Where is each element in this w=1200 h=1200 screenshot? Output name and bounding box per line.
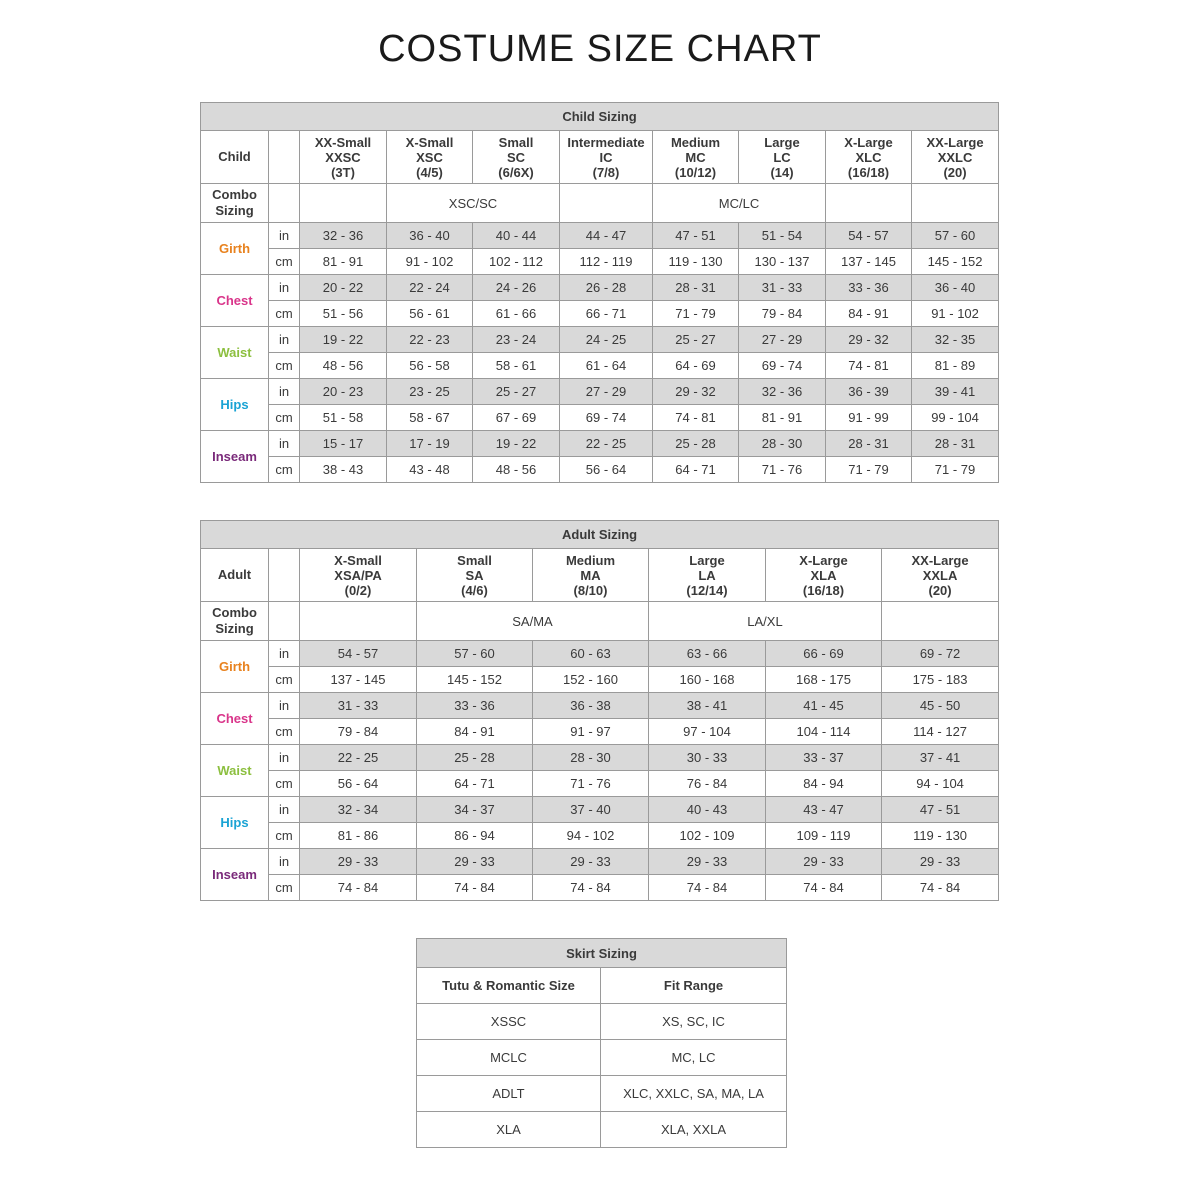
measurement-value: 99 - 104: [912, 405, 999, 431]
measurement-value: 19 - 22: [473, 431, 560, 457]
measurement-value: 86 - 94: [417, 823, 533, 849]
skirt-column-header: Tutu & Romantic Size: [417, 968, 601, 1004]
size-code: XXLC: [937, 149, 973, 165]
measurement-value: 145 - 152: [912, 249, 999, 275]
skirt-size-cell: ADLT: [417, 1076, 601, 1112]
fit-range-cell: XLC, XXLC, SA, MA, LA: [601, 1076, 787, 1112]
size-code: XSC: [416, 149, 443, 165]
measurement-value: 76 - 84: [649, 771, 766, 797]
measurement-value: 119 - 130: [882, 823, 999, 849]
size-alt: (6/6X): [498, 164, 534, 180]
measurement-value: 91 - 102: [912, 301, 999, 327]
measurement-value: 58 - 67: [387, 405, 473, 431]
measurement-value: 94 - 102: [533, 823, 649, 849]
size-name: XX-Large: [911, 552, 969, 568]
measurement-value: 29 - 33: [882, 849, 999, 875]
measurement-value: 97 - 104: [649, 719, 766, 745]
size-header-lc: [739, 131, 826, 184]
size-alt: (10/12): [674, 164, 717, 180]
measurement-value: 74 - 84: [649, 875, 766, 901]
measurement-value: 152 - 160: [533, 667, 649, 693]
measurement-value: 56 - 58: [387, 353, 473, 379]
measurement-label-waist: Waist: [201, 327, 269, 379]
size-code: SC: [506, 149, 526, 165]
measurement-value: 28 - 31: [653, 275, 739, 301]
combo-sizing-label: Combo Sizing: [201, 184, 269, 223]
size-header-mc: [653, 131, 739, 184]
measurement-value: 24 - 25: [560, 327, 653, 353]
measurement-value: 63 - 66: [649, 641, 766, 667]
unit-label-cm: cm: [269, 301, 300, 327]
measurement-value: 57 - 60: [417, 641, 533, 667]
measurement-value: 37 - 40: [533, 797, 649, 823]
measurement-value: 22 - 25: [300, 745, 417, 771]
measurement-value: 168 - 175: [766, 667, 882, 693]
measurement-value: 137 - 145: [300, 667, 417, 693]
measurement-value: 29 - 33: [417, 849, 533, 875]
measurement-value: 17 - 19: [387, 431, 473, 457]
unit-label-cm: cm: [269, 823, 300, 849]
measurement-value: 137 - 145: [826, 249, 912, 275]
unit-label-cm: cm: [269, 405, 300, 431]
measurement-label-hips: Hips: [201, 379, 269, 431]
size-code: XXLA: [922, 567, 958, 583]
size-alt: (20): [943, 164, 967, 180]
measurement-value: 51 - 58: [300, 405, 387, 431]
measurement-value: 25 - 28: [417, 745, 533, 771]
measurement-value: 22 - 24: [387, 275, 473, 301]
measurement-value: 37 - 41: [882, 745, 999, 771]
size-header-sc: [473, 131, 560, 184]
measurement-value: 61 - 64: [560, 353, 653, 379]
size-header-xxlc: [912, 131, 999, 184]
measurement-value: 19 - 22: [300, 327, 387, 353]
measurement-value: 130 - 137: [739, 249, 826, 275]
size-alt: (8/10): [573, 582, 608, 598]
size-code: XXSC: [325, 149, 361, 165]
unit-label-cm: cm: [269, 353, 300, 379]
size-alt: (20): [928, 582, 952, 598]
measurement-value: 36 - 40: [387, 223, 473, 249]
size-code: MC: [685, 149, 706, 165]
measurement-value: 43 - 47: [766, 797, 882, 823]
measurement-value: 28 - 31: [826, 431, 912, 457]
measurement-value: 74 - 84: [533, 875, 649, 901]
measurement-value: 20 - 22: [300, 275, 387, 301]
measurement-value: 114 - 127: [882, 719, 999, 745]
size-name: Small: [498, 134, 534, 150]
measurement-value: 64 - 71: [653, 457, 739, 483]
measurement-value: 74 - 84: [882, 875, 999, 901]
measurement-value: 29 - 33: [649, 849, 766, 875]
size-code: MA: [580, 567, 601, 583]
measurement-value: 48 - 56: [473, 457, 560, 483]
size-alt: (7/8): [592, 164, 620, 180]
combo-size-cell: [882, 602, 999, 641]
size-code: XSA/PA: [334, 567, 382, 583]
measurement-value: 69 - 74: [560, 405, 653, 431]
measurement-value: 23 - 25: [387, 379, 473, 405]
measurement-value: 23 - 24: [473, 327, 560, 353]
measurement-value: 32 - 36: [739, 379, 826, 405]
size-code: XLA: [810, 567, 837, 583]
measurement-value: 32 - 36: [300, 223, 387, 249]
measurement-value: 61 - 66: [473, 301, 560, 327]
measurement-value: 29 - 33: [766, 849, 882, 875]
adult-caption: Adult Sizing: [201, 521, 999, 549]
size-code: SA: [465, 567, 484, 583]
unit-label-cm: cm: [269, 771, 300, 797]
child-corner-label: Child: [201, 131, 269, 184]
measurement-value: 48 - 56: [300, 353, 387, 379]
unit-label-cm: cm: [269, 875, 300, 901]
size-alt: (4/5): [416, 164, 443, 180]
child-caption: Child Sizing: [201, 103, 999, 131]
measurement-value: 45 - 50: [882, 693, 999, 719]
measurement-value: 74 - 81: [826, 353, 912, 379]
adult-corner-label: Adult: [201, 549, 269, 602]
combo-size-cell: [300, 184, 387, 223]
measurement-value: 28 - 30: [533, 745, 649, 771]
size-name: Large: [689, 552, 725, 568]
measurement-value: 64 - 69: [653, 353, 739, 379]
measurement-value: 71 - 76: [739, 457, 826, 483]
measurement-value: 102 - 112: [473, 249, 560, 275]
measurement-value: 25 - 28: [653, 431, 739, 457]
measurement-value: 32 - 35: [912, 327, 999, 353]
measurement-value: 28 - 31: [912, 431, 999, 457]
measurement-value: 67 - 69: [473, 405, 560, 431]
size-name: Small: [457, 552, 492, 568]
fit-range-cell: XLA, XXLA: [601, 1112, 787, 1148]
combo-size-cell: [912, 184, 999, 223]
size-header-la: [649, 549, 766, 602]
size-alt: (4/6): [461, 582, 488, 598]
measurement-value: 40 - 43: [649, 797, 766, 823]
unit-label-in: in: [269, 693, 300, 719]
measurement-label-girth: Girth: [201, 641, 269, 693]
size-name: Intermediate: [567, 134, 645, 150]
size-name: X-Large: [844, 134, 893, 150]
empty-cell: [269, 549, 300, 602]
unit-label-in: in: [269, 641, 300, 667]
size-alt: (0/2): [344, 582, 372, 598]
combo-sizing-label: Combo Sizing: [201, 602, 269, 641]
measurement-value: 36 - 38: [533, 693, 649, 719]
size-name: X-Small: [405, 134, 454, 150]
measurement-value: 79 - 84: [739, 301, 826, 327]
measurement-value: 81 - 91: [300, 249, 387, 275]
measurement-value: 27 - 29: [739, 327, 826, 353]
measurement-value: 47 - 51: [882, 797, 999, 823]
measurement-value: 81 - 86: [300, 823, 417, 849]
measurement-value: 40 - 44: [473, 223, 560, 249]
combo-size-cell: SA/MA: [417, 602, 649, 641]
size-name: XX-Large: [926, 134, 984, 150]
measurement-value: 29 - 32: [826, 327, 912, 353]
measurement-value: 91 - 99: [826, 405, 912, 431]
fit-range-cell: MC, LC: [601, 1040, 787, 1076]
unit-label-cm: cm: [269, 719, 300, 745]
measurement-value: 71 - 79: [653, 301, 739, 327]
measurement-value: 22 - 25: [560, 431, 653, 457]
measurement-value: 64 - 71: [417, 771, 533, 797]
skirt-column-header: Fit Range: [601, 968, 787, 1004]
measurement-value: 33 - 36: [417, 693, 533, 719]
size-name: Medium: [565, 552, 616, 568]
adult-sizing-table: [200, 520, 999, 901]
unit-label-cm: cm: [269, 457, 300, 483]
skirt-caption: Skirt Sizing: [417, 939, 787, 968]
empty-cell: [269, 184, 300, 223]
child-sizing-table: [200, 102, 999, 483]
fit-range-cell: XS, SC, IC: [601, 1004, 787, 1040]
unit-label-in: in: [269, 379, 300, 405]
size-header-xsc: [387, 131, 473, 184]
measurement-value: 38 - 41: [649, 693, 766, 719]
measurement-value: 22 - 23: [387, 327, 473, 353]
size-code: IC: [599, 149, 613, 165]
measurement-value: 38 - 43: [300, 457, 387, 483]
skirt-size-cell: MCLC: [417, 1040, 601, 1076]
unit-label-in: in: [269, 275, 300, 301]
unit-label-cm: cm: [269, 667, 300, 693]
measurement-value: 91 - 102: [387, 249, 473, 275]
measurement-value: 69 - 74: [739, 353, 826, 379]
measurement-value: 30 - 33: [649, 745, 766, 771]
size-header-xla: [766, 549, 882, 602]
measurement-label-chest: Chest: [201, 275, 269, 327]
combo-size-cell: [560, 184, 653, 223]
measurement-value: 33 - 37: [766, 745, 882, 771]
size-name: X-Small: [334, 552, 382, 568]
size-header-ic: [560, 131, 653, 184]
measurement-value: 160 - 168: [649, 667, 766, 693]
measurement-label-hips: Hips: [201, 797, 269, 849]
empty-cell: [269, 131, 300, 184]
measurement-value: 84 - 91: [826, 301, 912, 327]
size-alt: (14): [770, 164, 794, 180]
measurement-value: 58 - 61: [473, 353, 560, 379]
measurement-value: 29 - 33: [300, 849, 417, 875]
size-alt: (3T): [331, 164, 355, 180]
combo-size-cell: [826, 184, 912, 223]
size-name: Medium: [670, 134, 721, 150]
unit-label-in: in: [269, 745, 300, 771]
size-header-ma: [533, 549, 649, 602]
measurement-value: 56 - 64: [560, 457, 653, 483]
skirt-size-cell: XLA: [417, 1112, 601, 1148]
measurement-value: 145 - 152: [417, 667, 533, 693]
measurement-label-girth: Girth: [201, 223, 269, 275]
size-header-xsa-pa: [300, 549, 417, 602]
measurement-value: 44 - 47: [560, 223, 653, 249]
measurement-value: 34 - 37: [417, 797, 533, 823]
measurement-value: 56 - 61: [387, 301, 473, 327]
unit-label-in: in: [269, 223, 300, 249]
measurement-value: 69 - 72: [882, 641, 999, 667]
measurement-value: 66 - 71: [560, 301, 653, 327]
unit-label-in: in: [269, 431, 300, 457]
measurement-value: 74 - 81: [653, 405, 739, 431]
measurement-value: 36 - 40: [912, 275, 999, 301]
size-header-xxla: [882, 549, 999, 602]
size-name: X-Large: [799, 552, 848, 568]
measurement-value: 175 - 183: [882, 667, 999, 693]
skirt-sizing-table: [416, 938, 787, 1148]
unit-label-cm: cm: [269, 249, 300, 275]
measurement-value: 51 - 56: [300, 301, 387, 327]
measurement-value: 31 - 33: [300, 693, 417, 719]
measurement-value: 74 - 84: [766, 875, 882, 901]
measurement-value: 81 - 91: [739, 405, 826, 431]
measurement-value: 94 - 104: [882, 771, 999, 797]
combo-size-cell: LA/XL: [649, 602, 882, 641]
measurement-value: 91 - 97: [533, 719, 649, 745]
measurement-value: 51 - 54: [739, 223, 826, 249]
size-name: XX-Small: [314, 134, 372, 150]
measurement-value: 36 - 39: [826, 379, 912, 405]
size-header-xlc: [826, 131, 912, 184]
measurement-label-inseam: Inseam: [201, 849, 269, 901]
size-header-xxsc: [300, 131, 387, 184]
measurement-value: 28 - 30: [739, 431, 826, 457]
measurement-value: 71 - 79: [826, 457, 912, 483]
combo-size-cell: XSC/SC: [387, 184, 560, 223]
measurement-value: 47 - 51: [653, 223, 739, 249]
measurement-value: 71 - 79: [912, 457, 999, 483]
measurement-value: 60 - 63: [533, 641, 649, 667]
measurement-value: 33 - 36: [826, 275, 912, 301]
measurement-value: 54 - 57: [300, 641, 417, 667]
measurement-value: 43 - 48: [387, 457, 473, 483]
measurement-label-chest: Chest: [201, 693, 269, 745]
measurement-value: 31 - 33: [739, 275, 826, 301]
page-title: COSTUME SIZE CHART: [378, 28, 822, 70]
measurement-value: 74 - 84: [300, 875, 417, 901]
measurement-value: 41 - 45: [766, 693, 882, 719]
measurement-value: 71 - 76: [533, 771, 649, 797]
size-name: Large: [764, 134, 800, 150]
empty-cell: [269, 602, 300, 641]
measurement-value: 29 - 33: [533, 849, 649, 875]
size-code: LC: [773, 149, 791, 165]
measurement-value: 81 - 89: [912, 353, 999, 379]
measurement-value: 24 - 26: [473, 275, 560, 301]
measurement-value: 54 - 57: [826, 223, 912, 249]
size-code: LA: [698, 567, 716, 583]
measurement-value: 119 - 130: [653, 249, 739, 275]
measurement-label-waist: Waist: [201, 745, 269, 797]
combo-size-cell: [300, 602, 417, 641]
size-alt: (12/14): [686, 582, 728, 598]
measurement-value: 84 - 94: [766, 771, 882, 797]
measurement-value: 84 - 91: [417, 719, 533, 745]
measurement-value: 79 - 84: [300, 719, 417, 745]
measurement-value: 25 - 27: [653, 327, 739, 353]
combo-size-cell: MC/LC: [653, 184, 826, 223]
measurement-value: 112 - 119: [560, 249, 653, 275]
skirt-size-cell: XSSC: [417, 1004, 601, 1040]
measurement-value: 25 - 27: [473, 379, 560, 405]
measurement-value: 102 - 109: [649, 823, 766, 849]
size-code: XLC: [855, 149, 882, 165]
measurement-value: 32 - 34: [300, 797, 417, 823]
unit-label-in: in: [269, 327, 300, 353]
size-alt: (16/18): [847, 164, 890, 180]
measurement-value: 56 - 64: [300, 771, 417, 797]
unit-label-in: in: [269, 849, 300, 875]
measurement-value: 104 - 114: [766, 719, 882, 745]
measurement-value: 15 - 17: [300, 431, 387, 457]
size-header-sa: [417, 549, 533, 602]
measurement-value: 29 - 32: [653, 379, 739, 405]
measurement-value: 26 - 28: [560, 275, 653, 301]
measurement-value: 66 - 69: [766, 641, 882, 667]
measurement-value: 39 - 41: [912, 379, 999, 405]
measurement-value: 109 - 119: [766, 823, 882, 849]
measurement-value: 57 - 60: [912, 223, 999, 249]
measurement-value: 20 - 23: [300, 379, 387, 405]
unit-label-in: in: [269, 797, 300, 823]
size-alt: (16/18): [802, 582, 845, 598]
measurement-value: 27 - 29: [560, 379, 653, 405]
measurement-value: 74 - 84: [417, 875, 533, 901]
measurement-label-inseam: Inseam: [201, 431, 269, 483]
